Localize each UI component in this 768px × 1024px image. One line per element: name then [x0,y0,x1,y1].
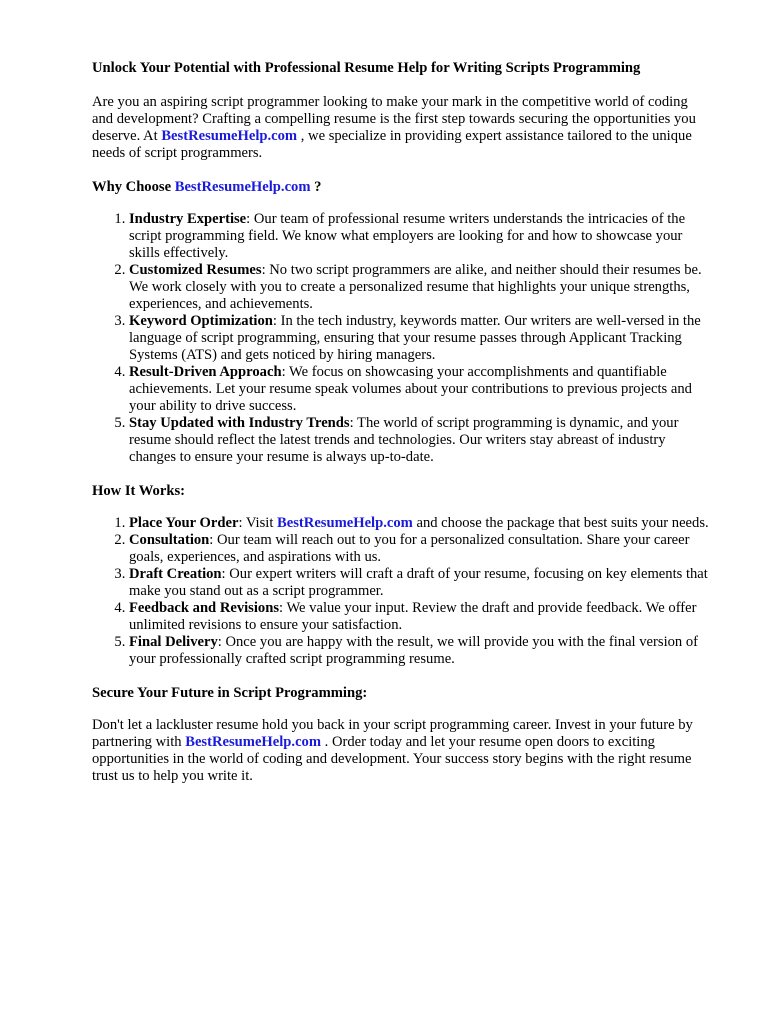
intro-paragraph [92,94,712,162]
why-heading-site-link[interactable]: BestResumeHelp.com [174,179,311,195]
how-item-text: : Our expert writers will craft a draft of your resume, focusing on key elements that make you stand out as a script programmer. [129,566,708,599]
intro-text-start: Are you an aspiring script programmer looking to make your mark in the competitive world of coding and development? Crafting a compelling resume is the first step towards securing the opportunities you deserve. At [92,94,696,144]
how-item-text: : Our team will reach out to you for a personalized consultation. Share your career goals, experiences, and aspirations with us. [129,532,690,565]
document-page [92,60,712,802]
why-item-term: Customized Resumes [129,262,262,278]
how-list-item [129,566,712,600]
how-list-item [129,634,712,668]
why-item-text: : Our team of professional resume writers understands the intricacies of the script programming field. We know what employers are looking for and how to showcase your skills effectively. [129,211,686,261]
how-item-term: Place Your Order [129,515,239,531]
why-list-item [129,262,712,313]
how-item-text: : Once you are happy with the result, we will provide you with the final version of your professionally crafted script programming resume. [129,634,699,667]
why-heading-text: Why Choose [92,179,175,195]
how-it-works-list [92,515,712,668]
secure-future-heading: Secure Your Future in Script Programming: [92,685,368,701]
secure-text-end: . Order today and let your resume open doors to exciting opportunities in the world of coding and development. Your success story begins with the right resume trust us to help you write it. [92,734,692,784]
secure-paragraph [92,717,712,785]
why-item-term: Industry Expertise [129,211,247,227]
how-item-text-end: and choose the package that best suits your needs. [412,515,709,531]
how-item-text: : Visit [238,515,278,531]
why-item-term: Result-Driven Approach [129,364,282,380]
how-item-term: Feedback and Revisions [129,600,280,616]
why-list-item [129,313,712,364]
intro-text-end: , we specialize in providing expert assistance tailored to the unique needs of script programmers. [92,128,692,161]
why-item-text: : In the tech industry, keywords matter. Our writers are well-versed in the language of script programming, ensuring that your resume passes through Applicant Tracking Systems (ATS) and gets noticed by hiring managers. [129,313,701,363]
how-item-site-link[interactable]: BestResumeHelp.com [277,515,413,531]
intro-site-link[interactable]: BestResumeHelp.com [161,128,298,144]
how-item-term: Consultation [129,532,210,548]
how-item-text: : We value your input. Review the draft and provide feedback. We offer unlimited revisions to ensure your satisfaction. [129,600,697,633]
how-list-item [129,600,712,634]
why-heading-suffix: ? [310,179,322,195]
why-list-item [129,415,712,466]
secure-text-start: Don't let a lackluster resume hold you back in your script programming career. Invest in your future by partnering with [92,717,693,750]
why-item-text: : The world of script programming is dynamic, and your resume should reflect the latest trends and technologies. Our writers stay abreast of industry changes to ensure your resume is always up-to-date. [129,415,679,465]
why-choose-heading [92,179,712,196]
how-list-item [129,532,712,566]
document-title: Unlock Your Potential with Professional Resume Help for Writing Scripts Programming [92,60,641,76]
secure-site-link[interactable]: BestResumeHelp.com [185,734,321,750]
why-item-term: Keyword Optimization [129,313,273,329]
why-item-text: : No two script programmers are alike, and neither should their resumes be. We work closely with you to create a personalized resume that highlights your unique strengths, experiences, and achievements. [129,262,702,312]
how-it-works-heading: How It Works: [92,483,185,499]
why-list-item [129,211,712,262]
why-item-term: Stay Updated with Industry Trends [129,415,350,431]
how-item-term: Draft Creation [129,566,222,582]
how-item-term: Final Delivery [129,634,218,650]
how-list-item [129,515,712,532]
why-item-text: : We focus on showcasing your accomplishments and quantifiable achievements. Let your resume speak volumes about your contributions to previous projects and your ability to drive success. [129,364,692,414]
why-list-item [129,364,712,415]
why-choose-list [92,211,712,466]
